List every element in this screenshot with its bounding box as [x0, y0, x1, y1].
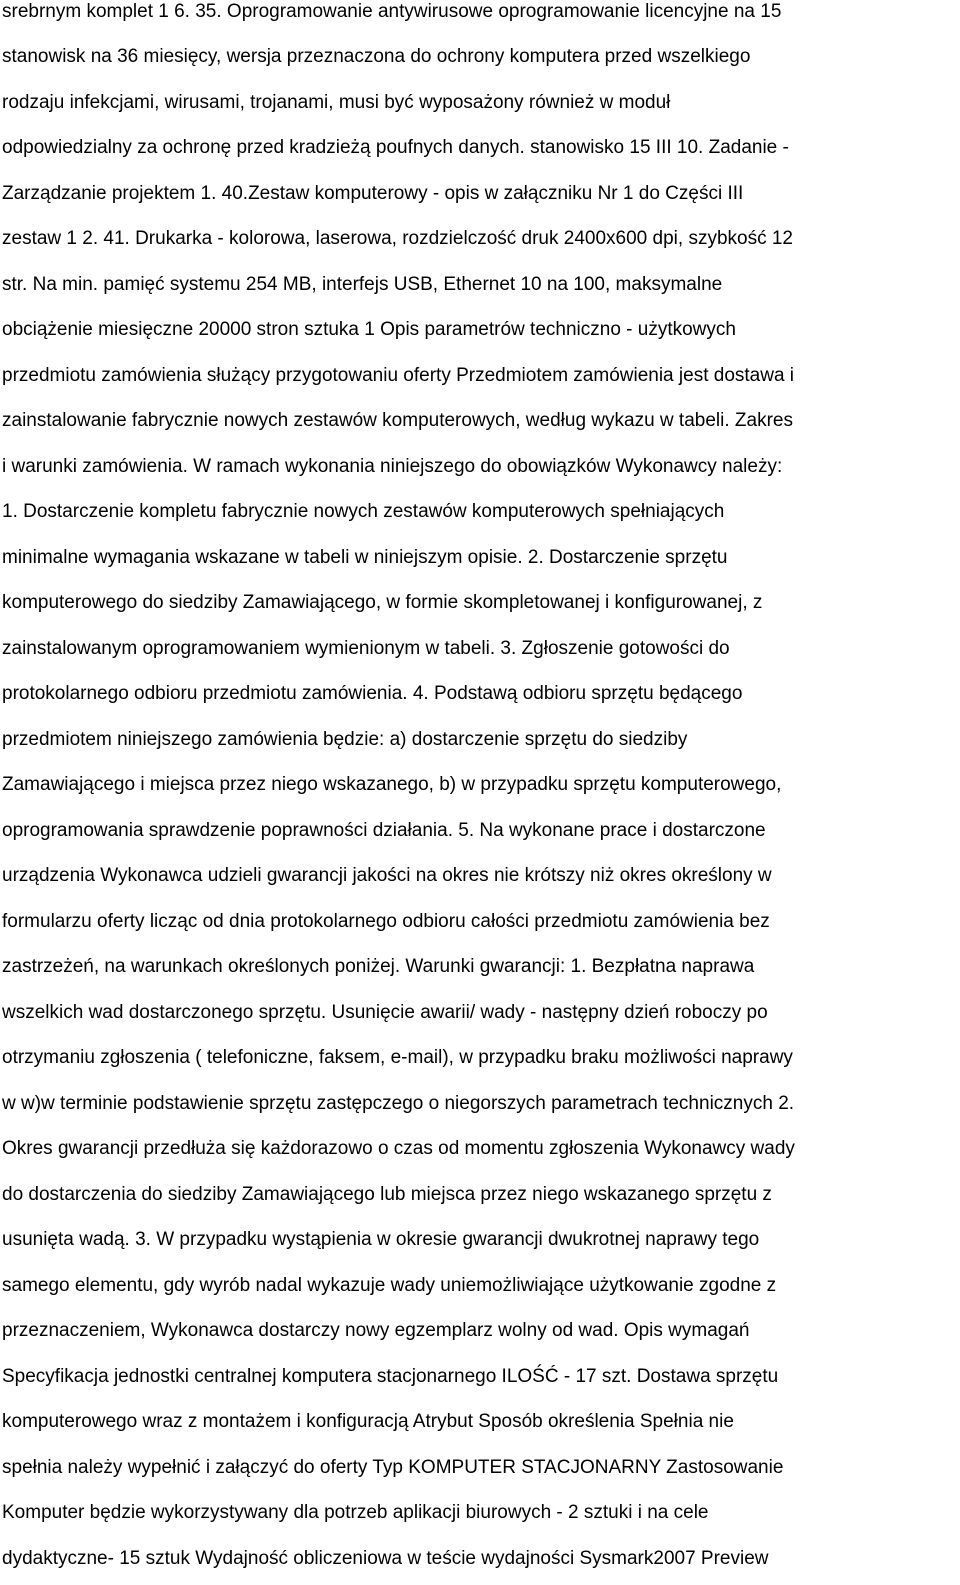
text-line: do dostarczenia do siedziby Zamawiającego lub miejsca przez niego wskazanego sprzętu z: [2, 1184, 772, 1205]
text-line: odpowiedzialny za ochronę przed kradzieżą poufnych danych. stanowisko 15 III 10. Zadanie -: [2, 137, 789, 158]
text-line: otrzymaniu zgłoszenia ( telefoniczne, faksem, e-mail), w przypadku braku możliwości naprawy: [2, 1047, 793, 1068]
text-line: rodzaju infekcjami, wirusami, trojanami, musi być wyposażony również w moduł: [2, 92, 671, 113]
text-line: formularzu oferty licząc od dnia protokolarnego odbioru całości przedmiotu zamówienia bez: [2, 911, 770, 932]
text-line: przeznaczeniem, Wykonawca dostarczy nowy egzemplarz wolny od wad. Opis wymagań: [2, 1320, 750, 1341]
text-line: i warunki zamówienia. W ramach wykonania niniejszego do obowiązków Wykonawcy należy:: [2, 456, 783, 477]
text-line: Zarządzanie projektem 1. 40.Zestaw komputerowy - opis w załączniku Nr 1 do Części III: [2, 183, 744, 204]
text-line: komputerowego do siedziby Zamawiającego, w formie skompletowanej i konfigurowanej, z: [2, 592, 763, 613]
text-line: dydaktyczne- 15 sztuk Wydajność obliczeniowa w teście wydajności Sysmark2007 Preview: [2, 1548, 769, 1569]
text-line: Komputer będzie wykorzystywany dla potrzeb aplikacji biurowych - 2 sztuki i na cele: [2, 1502, 709, 1523]
text-line: zastrzeżeń, na warunkach określonych poniżej. Warunki gwarancji: 1. Bezpłatna naprawa: [2, 956, 755, 977]
text-line: wszelkich wad dostarczonego sprzętu. Usunięcie awarii/ wady - następny dzień roboczy po: [2, 1002, 768, 1023]
text-line: 1. Dostarczenie kompletu fabrycznie nowych zestawów komputerowych spełniających: [2, 501, 725, 522]
text-line: stanowisk na 36 miesięcy, wersja przeznaczona do ochrony komputera przed wszelkiego: [2, 46, 751, 67]
text-line: minimalne wymagania wskazane w tabeli w niniejszym opisie. 2. Dostarczenie sprzętu: [2, 547, 728, 568]
text-line: zainstalowanie fabrycznie nowych zestawów komputerowych, według wykazu w tabeli. Zakres: [2, 410, 793, 431]
text-line: protokolarnego odbioru przedmiotu zamówienia. 4. Podstawą odbioru sprzętu będącego: [2, 683, 743, 704]
text-line: urządzenia Wykonawca udzieli gwarancji jakości na okres nie krótszy niż okres określony w: [2, 865, 772, 886]
text-line: przedmiotu zamówienia służący przygotowaniu oferty Przedmiotem zamówienia jest dostawa i: [2, 365, 795, 386]
text-line: spełnia należy wypełnić i załączyć do oferty Typ KOMPUTER STACJONARNY Zastosowanie: [2, 1457, 784, 1478]
text-line: w w)w terminie podstawienie sprzętu zastępczego o niegorszych parametrach technicznych 2.: [2, 1093, 795, 1114]
text-line: oprogramowania sprawdzenie poprawności działania. 5. Na wykonane prace i dostarczone: [2, 820, 766, 841]
text-line: Zamawiającego i miejsca przez niego wskazanego, b) w przypadku sprzętu komputerowego,: [2, 774, 782, 795]
text-line: samego elementu, gdy wyrób nadal wykazuje wady uniemożliwiające użytkowanie zgodne z: [2, 1275, 777, 1296]
text-line: srebrnym komplet 1 6. 35. Oprogramowanie antywirusowe oprogramowanie licencyjne na 15: [2, 1, 782, 22]
text-line: str. Na min. pamięć systemu 254 MB, interfejs USB, Ethernet 10 na 100, maksymalne: [2, 274, 723, 295]
text-line: zainstalowanym oprogramowaniem wymienionym w tabeli. 3. Zgłoszenie gotowości do: [2, 638, 730, 659]
text-line: obciążenie miesięczne 20000 stron sztuka 1 Opis parametrów techniczno - użytkowych: [2, 319, 736, 340]
text-line: usunięta wadą. 3. W przypadku wystąpienia w okresie gwarancji dwukrotnej naprawy tego: [2, 1229, 760, 1250]
text-line: przedmiotem niniejszego zamówienia będzie: a) dostarczenie sprzętu do siedziby: [2, 729, 688, 750]
text-line: komputerowego wraz z montażem i konfiguracją Atrybut Sposób określenia Spełnia nie: [2, 1411, 734, 1432]
text-line: Okres gwarancji przedłuża się każdorazowo o czas od momentu zgłoszenia Wykonawcy wady: [2, 1138, 795, 1159]
text-line: zestaw 1 2. 41. Drukarka - kolorowa, laserowa, rozdzielczość druk 2400x600 dpi, szybkość 12: [2, 228, 793, 249]
text-line: Specyfikacja jednostki centralnej komputera stacjonarnego ILOŚĆ - 17 szt. Dostawa sprzętu: [2, 1366, 779, 1387]
